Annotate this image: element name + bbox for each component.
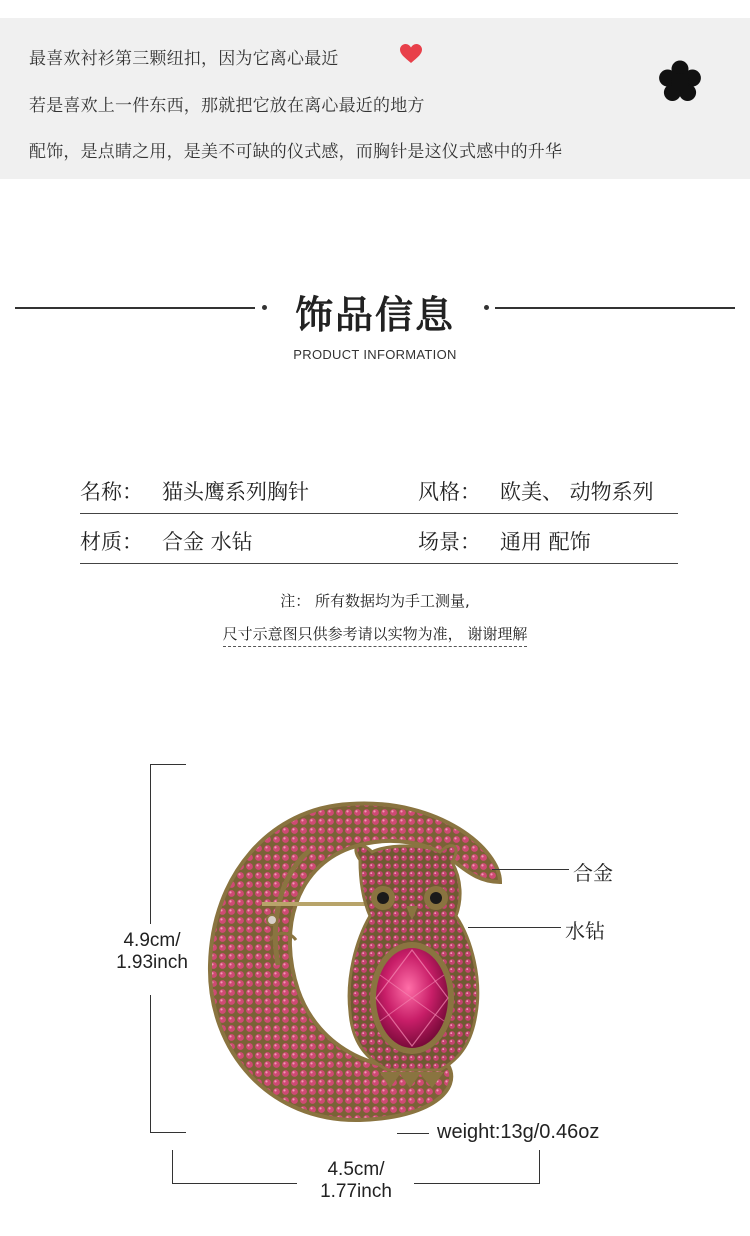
heart-icon bbox=[400, 44, 422, 64]
info-material-value: 合金 水钻 bbox=[162, 530, 253, 554]
info-style-value: 欧美、 动物系列 bbox=[500, 480, 654, 504]
height-dimension-tick-top bbox=[150, 764, 186, 765]
info-scene-value: 通用 配饰 bbox=[500, 530, 591, 554]
owl-moon-brooch-image bbox=[200, 790, 510, 1130]
intro-banner bbox=[0, 18, 750, 179]
info-row-divider-2 bbox=[80, 563, 678, 564]
section-subtitle: PRODUCT INFORMATION bbox=[293, 347, 457, 362]
title-rule-right bbox=[495, 307, 735, 309]
width-dimension-line-right bbox=[414, 1183, 540, 1184]
note-line-1: 注： 所有数据均为手工测量, bbox=[280, 592, 470, 610]
width-cm: 4.5cm/ bbox=[327, 1159, 385, 1180]
alloy-callout-label: 合金 bbox=[573, 861, 613, 885]
flower-icon bbox=[656, 58, 704, 106]
weight-label: weight:13g/0.46oz bbox=[437, 1121, 600, 1143]
intro-line-1: 最喜欢衬衫第三颗纽扣，因为它离心最近 bbox=[29, 49, 339, 69]
width-dimension-tick-left bbox=[172, 1150, 173, 1184]
rhinestone-callout-line bbox=[468, 927, 561, 928]
info-scene-label: 场景： bbox=[418, 530, 481, 554]
height-dimension-label bbox=[108, 930, 196, 974]
info-name-label: 名称： bbox=[80, 480, 143, 504]
info-name-value: 猫头鹰系列胸针 bbox=[162, 480, 309, 504]
height-inch: 1.93inch bbox=[116, 952, 188, 973]
height-dimension-line-bottom bbox=[150, 995, 151, 1133]
weight-dash bbox=[397, 1133, 429, 1134]
width-dimension-tick-right bbox=[539, 1150, 540, 1184]
width-dimension-line-left bbox=[172, 1183, 297, 1184]
section-title: 饰品信息 bbox=[294, 293, 455, 337]
height-cm: 4.9cm/ bbox=[123, 930, 181, 951]
info-material-label: 材质： bbox=[80, 530, 143, 554]
intro-line-2: 若是喜欢上一件东西，那就把它放在离心最近的地方 bbox=[29, 96, 425, 116]
title-dot-right bbox=[484, 305, 489, 310]
height-dimension-line-top bbox=[150, 764, 151, 924]
note-line-2-wrap bbox=[0, 623, 750, 647]
alloy-callout-line bbox=[492, 869, 569, 870]
note-line-2: 尺寸示意图只供参考请以实物为准， 谢谢理解 bbox=[223, 623, 528, 647]
width-dimension-label bbox=[300, 1159, 412, 1203]
intro-line-3: 配饰，是点睛之用，是美不可缺的仪式感，而胸针是这仪式感中的升华 bbox=[29, 142, 563, 162]
info-style-label: 风格： bbox=[418, 480, 481, 504]
info-row-divider-1 bbox=[80, 513, 678, 514]
rhinestone-callout-label: 水钻 bbox=[565, 919, 605, 943]
width-inch: 1.77inch bbox=[320, 1181, 392, 1202]
height-dimension-tick-bottom bbox=[150, 1132, 186, 1133]
